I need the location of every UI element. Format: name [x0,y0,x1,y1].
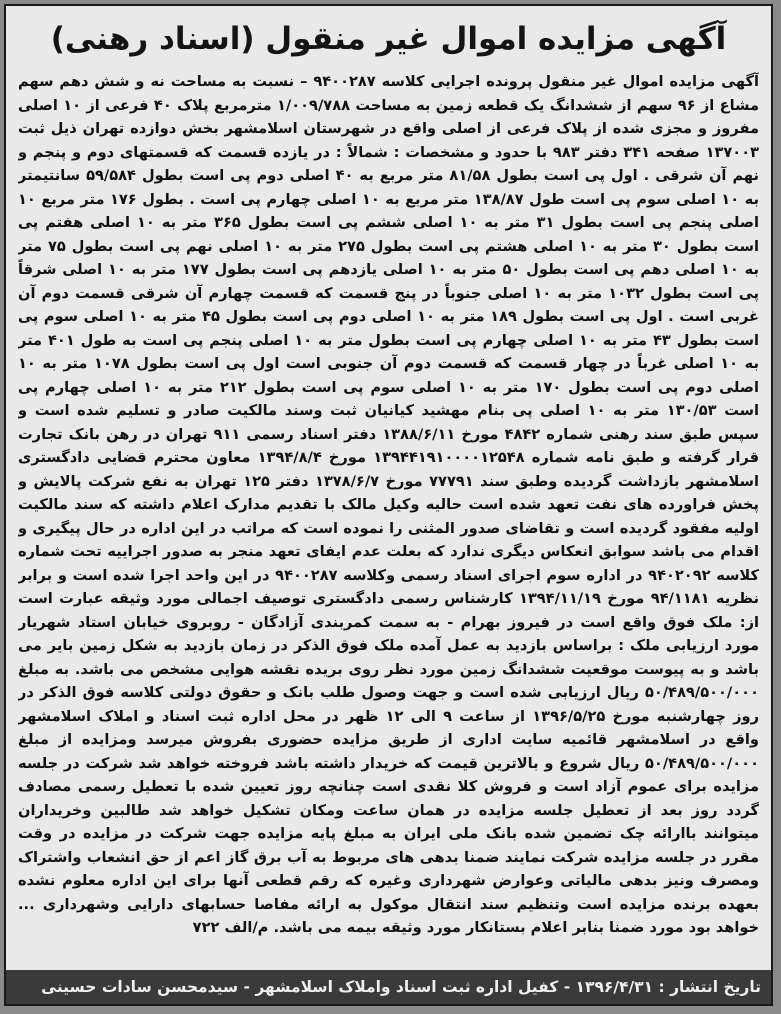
notice-title: آگهی مزایده اموال غیر منقول (اسناد رهنی) [50,21,727,57]
newspaper-notice [4,4,773,1006]
notice-footer: تاریخ انتشار : ۱۳۹۶/۴/۳۱ - کفیل اداره ثبت اسناد واملاک اسلامشهر - سیدمحسن سادات حسینی [6,970,771,1004]
notice-body: آگهی مزایده اموال غیر منقول پرونده اجرایی کلاسه ۹۴۰۰۲۸۷ – نسبت به مساحت نه و شش دهم سهم مشاع از ۹۶ سهم از ششدانگ یک قطعه زمین به مساحت ۱/۰۰۹/۷۸۸ مترمربع پلاک ۴۰ فرعی از ۱۰ اصلی مفروز و مجزی شده از پلاک فرعی از اصلی واقع در شهرستان اسلامشهر بخش دوازده تهران ذیل ثبت ۱۳۷۰۰۳ صفحه ۳۴۱ دفتر ۹۸۳ با حدود و مشخصات : شمالاً : در یازده قسمت که قسمتهای دوم و پنجم و نهم آن شرقی . اول پی است بطول ۸۱/۵۸ متر مربع به ۴۰ اصلی دوم پی است بطول ۵۹/۵۸۴ سانتیمتر به ۱۰ اصلی سوم پی است طول ۱۳۸/۸۷ متر مربع به ۱۰ اصلی چهارم پی است . بطول ۱۷۶ متر مربع ۱۰ اصلی پنجم پی است بطول ۳۱ متر به ۱۰ اصلی ششم پی است بطول ۳۶۵ متر به ۱۰ اصلی هفتم پی است بطول ۳۰ متر به ۱۰ اصلی هشتم پی است بطول ۲۷۵ متر به ۱۰ اصلی نهم پی است بطول ۷۵ متر به ۱۰ اصلی دهم پی است بطول ۵۰ متر به ۱۰ اصلی یازدهم پی است بطول ۱۷۷ متر به ۱۰ اصلی شرقاً پی است بطول ۱۰۳۲ متر به ۱۰ اصلی جنوباً در پنج قسمت که قسمت چهارم آن شرقی قسمت دوم آن غربی است . اول پی است بطول ۱۸۹ متر به ۱۰ اصلی دوم پی است بطول ۴۵ متر به ۱۰ اصلی سوم پی است بطول ۴۳ متر به ۱۰ اصلی چهارم پی است بطول متر به ۱۰ اصلی پنجم پی است به طول ۴۰۱ متر به ۱۰ اصلی غرباً در چهار قسمت که قسمت دوم آن جنوبی است اول پی است بطول ۱۰۷۸ متر به ۱۰ اصلی دوم پی است بطول ۱۷۰ متر به ۱۰ اصلی سوم پی است بطول ۲۱۲ متر به ۱۰ اصلی چهارم پی است ۱۳۰/۵۳ متر به ۱۰ اصلی پی بنام مهشید کیانیان ثبت وسند مالکیت صادر و تسلیم شده است و سپس طبق سند رهنی شماره ۴۸۴۲ مورخ ۱۳۸۸/۶/۱۱ دفتر اسناد رسمی ۹۱۱ تهران در رهن بانک تجارت قرار گرفته و طبق نامه شماره ۱۳۹۴۴۱۹۱۰۰۰۰۱۲۵۴۸ مورخ ۱۳۹۴/۸/۴ معاون محترم قضایی دادگستری اسلامشهر بازداشت گردیده وطبق سند ۷۷۷۹۱ مورخ ۱۳۷۸/۶/۷ دفتر ۱۲۵ تهران به نفع شرکت پالایش و پخش فراورده های نفت تعهد شده است حالیه وکیل مالک با تقدیم مدارک اعلام داشته که سند مالکیت اولیه مفقود گردیده است و تقاضای صدور المثنی را نموده است که مراتب در این اداره در حال پیگیری و اقدام می باشد سوابق انعکاس دیگری ندارد که بعلت عدم ایفای تعهد منجر به صدور اجراییه تحت شماره کلاسه ۹۴۰۲۰۹۲ در اداره سوم اجرای اسناد رسمی وکلاسه ۹۴۰۰۲۸۷ در این واحد اجرا شده است و برابر نظریه ۹۴/۱۱۸۱ مورخ ۱۳۹۴/۱۱/۱۹ کارشناس رسمی دادگستری توصیف اجمالی مورد وثیقه عبارت است از: ملک فوق واقع است در فیروز بهرام - به سمت کمربندی آزادگان - روبروی خیابان استاد شهریار مورد ارزیابی ملک : براساس بازدید به عمل آمده ملک فوق الذکر در زمان بازدید به شکل زمین بایر می باشد و به پیوست موقعیت ششدانگ زمین مورد نظر روی بریده نقشه هوایی مشخص می باشد. به مبلغ ۵۰/۴۸۹/۵۰۰/۰۰۰ ریال ارزیابی شده است و جهت وصول طلب بانک و حقوق دولتی کلاسه فوق الذکر در روز چهارشنبه مورخ ۱۳۹۶/۵/۲۵ از ساعت ۹ الی ۱۲ ظهر در محل اداره ثبت اسناد و املاک اسلامشهر واقع در اسلامشهر قائمیه سایت اداری از طریق مزایده حضوری بفروش میرسد ومزایده از مبلغ ۵۰/۴۸۹/۵۰۰/۰۰۰ ریال شروع و بالاترین قیمت که خریدار داشته باشد فروخته خواهد شد شرکت در جلسه مزایده برای عموم آزاد است و فروش کلا نقدی است چنانچه روز تعیین شده با تعطیل رسمی مصادف گردد روز بعد از تعطیل جلسه مزایده در همان ساعت ومکان تشکیل خواهد شد طالبین وخریداران میتوانند باارائه چک تضمین شده بانک ملی ایران به مبلغ پایه مزایده جهت شرکت در مزایده در وقت مقرر در جلسه مزایده شرکت نمایند ضمنا بدهی های مربوط به آب برق گاز اعم از حق انشعاب واشتراک ومصرف ونیز بدهی مالیاتی وعوارض شهرداری وغیره که رقم قطعی آنها برای این اداره معلوم نشده بعهده برنده مزایده است وتنظیم سند انتقال موکول به ارائه مفاصا حسابهای دارایی وشهرداری ... خواهد بود مورد ضمنا بنابر اعلام بستانکار مورد وثیقه بیمه می باشد. م/الف ۷۲۲ [18,73,759,936]
